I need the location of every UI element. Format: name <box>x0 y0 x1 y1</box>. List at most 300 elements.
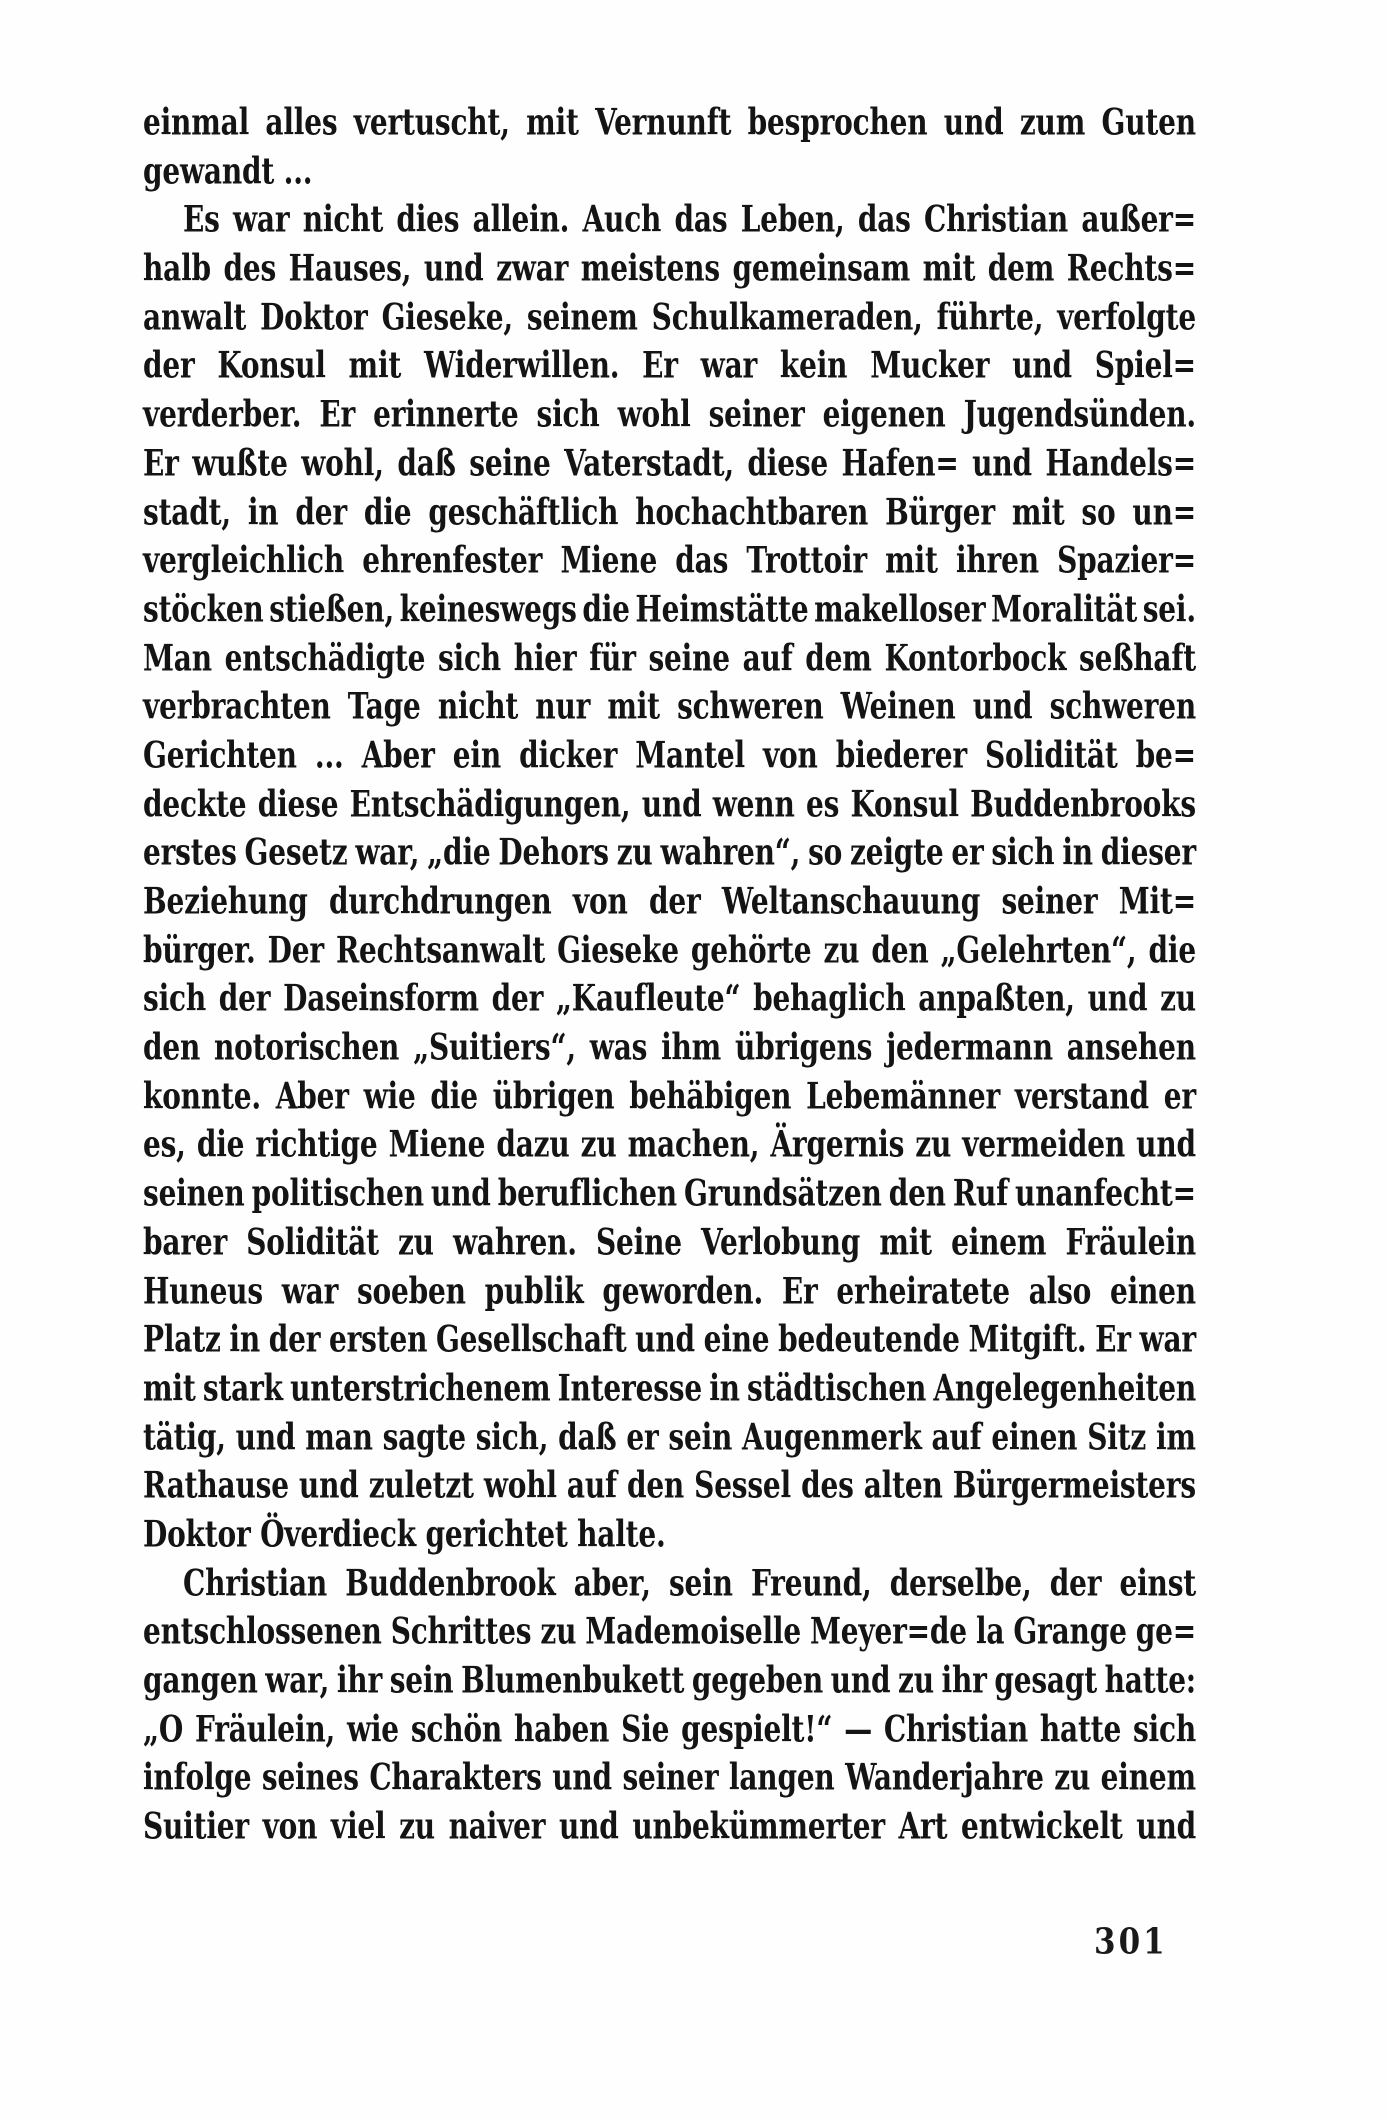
word: sich <box>143 977 207 1021</box>
word: verstand <box>1014 1074 1149 1118</box>
word: der <box>1049 1561 1102 1605</box>
word: ihren <box>955 538 1039 582</box>
word: Sessel <box>694 1464 791 1507</box>
word: sich <box>1132 1707 1196 1751</box>
word: wohl <box>617 392 691 436</box>
text-line <box>143 1796 1196 1859</box>
word: behäbigen <box>629 1074 792 1118</box>
word: den <box>143 1025 201 1069</box>
word: Dehors <box>498 831 609 875</box>
word: und <box>972 685 1033 728</box>
word: hochachtbaren <box>635 490 869 534</box>
word: Suitier <box>143 1804 249 1848</box>
word: wie <box>346 1707 399 1751</box>
word: er <box>951 831 984 875</box>
word: ihm <box>661 1025 722 1069</box>
word: Er <box>143 441 179 485</box>
word: nur <box>535 685 591 728</box>
word: bedeutende <box>778 1317 960 1361</box>
word: erstes <box>143 831 237 875</box>
word: barer <box>143 1220 228 1264</box>
word: meistens <box>580 246 720 290</box>
word: Beziehung <box>143 879 308 923</box>
word: die <box>1148 928 1196 972</box>
word: unbekümmerter <box>632 1804 885 1848</box>
word: Tage <box>347 685 421 728</box>
word: Hafen= <box>841 441 959 485</box>
word: war <box>281 1269 339 1313</box>
word: seines <box>261 1756 359 1800</box>
word: der <box>143 344 195 388</box>
word: die <box>363 490 412 534</box>
word: mit <box>348 344 402 388</box>
word: halb <box>143 246 211 290</box>
word: war <box>700 344 758 388</box>
word: keineswegs <box>399 587 577 631</box>
word: ihr <box>941 1658 987 1702</box>
word: einem <box>951 1220 1047 1264</box>
word: zu <box>1160 977 1196 1021</box>
word: in <box>229 1317 260 1361</box>
word: Er <box>319 392 356 436</box>
word: und <box>235 1415 296 1459</box>
word: Vernunft <box>595 100 732 144</box>
word: hatte: <box>1104 1658 1196 1702</box>
word: machen, <box>627 1123 760 1167</box>
word: Charakters <box>369 1756 542 1800</box>
word: wahren“, <box>660 831 801 875</box>
word: Freund, <box>750 1561 872 1605</box>
word: zu <box>397 1220 434 1264</box>
word: langen <box>728 1756 835 1800</box>
word: Leben, <box>740 198 845 242</box>
word: war, <box>265 1658 330 1702</box>
word: führte, <box>936 295 1044 339</box>
word: wohl <box>483 1464 557 1507</box>
word: Buddenbrook <box>345 1561 556 1605</box>
word: ersten <box>328 1317 428 1361</box>
word: zum <box>1019 100 1086 144</box>
word: erheiratete <box>836 1269 1010 1313</box>
word: Rathause <box>143 1464 289 1507</box>
word: für <box>589 636 636 680</box>
word: eine <box>703 1317 770 1361</box>
word: Angelegenheiten <box>933 1366 1196 1410</box>
word: hatte <box>1039 1707 1122 1751</box>
word: wie <box>363 1074 416 1118</box>
word: vergleichlich <box>143 538 344 582</box>
word: deckte <box>143 782 247 826</box>
word: naiver <box>448 1804 546 1848</box>
word: Fräulein, <box>195 1707 336 1751</box>
word: Handels= <box>1045 441 1196 485</box>
word: Verlobung <box>701 1220 861 1264</box>
word: gespielt!“ <box>681 1707 833 1751</box>
word: infolge <box>143 1756 252 1800</box>
word: Gieseke <box>557 928 679 972</box>
word: seine <box>469 441 551 485</box>
word: diese <box>747 441 829 485</box>
word: Schulkameraden, <box>651 295 923 339</box>
word: dem <box>805 636 872 680</box>
word: und <box>1012 344 1072 388</box>
word: im <box>1155 1415 1196 1459</box>
word: gemeinsam <box>732 246 911 290</box>
text-line: gewandt ... <box>143 149 313 193</box>
word: die <box>196 1123 245 1167</box>
word: Ruf <box>952 1171 1008 1215</box>
word: Meyer=de <box>810 1610 967 1654</box>
word: Hauses, <box>288 246 412 290</box>
word: ihr <box>336 1658 383 1702</box>
word: notorischen <box>214 1025 400 1069</box>
word: der <box>491 977 544 1021</box>
word: man <box>305 1415 373 1459</box>
word: Mademoiselle <box>585 1610 801 1654</box>
word: sein <box>389 1658 454 1702</box>
word: er <box>626 1415 659 1459</box>
word: viel <box>330 1804 386 1848</box>
word: außer= <box>1081 198 1196 242</box>
word: konnte. <box>143 1074 261 1118</box>
word: beruflichen <box>497 1171 677 1215</box>
word: auf <box>566 1464 617 1507</box>
word: erinnerte <box>373 392 519 436</box>
word: also <box>1028 1269 1092 1313</box>
word: ... <box>314 733 344 777</box>
word: Guten <box>1101 100 1196 144</box>
word: wenn <box>712 782 795 826</box>
word: Christian <box>183 1561 328 1605</box>
word: Konsul <box>850 782 959 826</box>
word: kein <box>779 344 848 388</box>
word: das <box>674 198 728 242</box>
word: daß <box>397 441 456 485</box>
word: Gesetz <box>244 831 348 875</box>
word: dies <box>396 198 460 242</box>
word: den <box>626 1464 685 1507</box>
word: entwickelt <box>960 1804 1123 1848</box>
word: Vaterstadt, <box>564 441 734 485</box>
word: eigenen <box>822 392 946 436</box>
word: vertuscht, <box>353 100 510 144</box>
word: Er <box>642 344 678 388</box>
word: zu <box>1054 1756 1091 1800</box>
word: den <box>871 928 929 972</box>
word: und <box>298 1464 359 1507</box>
word: publik <box>484 1269 584 1313</box>
word: war <box>233 198 290 242</box>
word: auf <box>742 636 793 680</box>
word: hier <box>513 636 577 680</box>
word: unanfecht= <box>1015 1171 1196 1215</box>
word: entschädigte <box>224 636 426 680</box>
word: zeigte <box>850 831 944 875</box>
word: verderber. <box>143 392 302 436</box>
word: das <box>857 198 911 242</box>
word: sein <box>668 1561 733 1605</box>
word: und <box>830 1658 891 1702</box>
word: Gesellschaft <box>435 1317 627 1361</box>
text-line: Doktor Överdieck gerichtet halte. <box>143 1512 666 1556</box>
word: zu <box>399 1804 435 1848</box>
word: alten <box>863 1464 943 1507</box>
word: in <box>1062 831 1093 875</box>
word: des <box>801 1464 854 1507</box>
word: be= <box>1135 733 1196 777</box>
word: gegeben <box>691 1658 823 1702</box>
word: vermeiden <box>962 1123 1126 1167</box>
word: geworden. <box>602 1269 763 1313</box>
word: aber, <box>573 1561 651 1605</box>
word: Huneus <box>143 1269 263 1313</box>
word: und <box>1087 977 1148 1021</box>
word: übrigens <box>734 1025 873 1069</box>
word: der <box>268 1317 321 1361</box>
word: wohl, <box>301 441 384 485</box>
word: Er <box>781 1269 818 1313</box>
word: derselbe, <box>889 1561 1032 1605</box>
word: und <box>972 441 1032 485</box>
word: städtischen <box>747 1366 927 1410</box>
word: Kontorbock <box>884 636 1067 680</box>
word: un= <box>1132 490 1196 534</box>
word: in <box>247 490 279 534</box>
word: Aber <box>275 1074 349 1118</box>
word: des <box>223 246 277 290</box>
word: der <box>295 490 347 534</box>
word: mit <box>885 538 938 582</box>
word: zu <box>540 1610 577 1654</box>
word: so <box>808 831 843 875</box>
word: dieser <box>1100 831 1196 875</box>
word: Heimstätte <box>635 587 809 631</box>
word: Bürgermeisters <box>952 1464 1196 1507</box>
text-block <box>143 99 1196 1852</box>
word: stöcken <box>143 587 264 631</box>
word: zu <box>823 928 860 972</box>
word: Konsul <box>217 344 326 388</box>
word: und <box>635 1317 695 1361</box>
word: behaglich <box>753 977 906 1021</box>
word: tätig, <box>143 1415 226 1459</box>
word: Sie <box>621 1707 670 1751</box>
word: Sitz <box>1087 1415 1147 1459</box>
word: haben <box>513 1707 610 1751</box>
word: durchdrungen <box>329 879 552 923</box>
word: Wanderjahre <box>845 1756 1044 1800</box>
page-number: 301 <box>1094 1921 1168 1963</box>
word: dicker <box>519 733 618 777</box>
word: soeben <box>356 1269 466 1313</box>
word: auf <box>931 1415 982 1459</box>
word: Rechtsanwalt <box>335 928 546 972</box>
word: einmal <box>143 100 250 144</box>
word: und <box>641 782 702 826</box>
word: was <box>589 1025 648 1069</box>
word: Christian <box>883 1707 1028 1751</box>
word: seiner <box>708 392 805 436</box>
word: alles <box>265 100 338 144</box>
word: war <box>1139 1317 1196 1361</box>
word: der <box>648 879 701 923</box>
word: mit <box>879 1220 932 1264</box>
word: „Gelehrten“, <box>940 928 1137 972</box>
word: Bürger <box>885 490 995 534</box>
word: mit <box>922 246 976 290</box>
word: diese <box>257 782 339 826</box>
word: stießen, <box>269 587 394 631</box>
word: der <box>218 977 271 1021</box>
word: stadt, <box>143 490 231 534</box>
word: Interesse <box>557 1366 702 1410</box>
word: jedermann <box>886 1025 1053 1069</box>
word: Trottoir <box>746 538 867 582</box>
word: „die <box>427 831 491 875</box>
word: die <box>582 587 630 631</box>
word: Spiel= <box>1094 344 1196 388</box>
word: Platz <box>143 1317 221 1361</box>
word: übrigen <box>492 1074 615 1118</box>
word: und <box>552 1756 612 1800</box>
word: Gerichten <box>143 733 297 777</box>
word: sich <box>437 636 501 680</box>
word: besprochen <box>747 100 928 144</box>
word: Doktor <box>260 295 368 339</box>
word: la <box>975 1610 1005 1654</box>
word: sei. <box>1142 587 1196 631</box>
word: nicht <box>302 198 384 242</box>
word: Seine <box>596 1220 682 1264</box>
word: richtige <box>255 1123 378 1167</box>
word: daß <box>558 1415 617 1459</box>
word: von <box>572 879 628 923</box>
word: makelloser <box>814 587 986 631</box>
word: einen <box>991 1415 1078 1459</box>
word: von <box>762 733 818 777</box>
word: seiner <box>1001 879 1098 923</box>
word: sein <box>668 1415 733 1459</box>
word: wußte <box>192 441 288 485</box>
word: Solidität <box>984 733 1118 777</box>
word: wahren. <box>452 1220 577 1264</box>
word: dem <box>987 246 1055 290</box>
word: zwar <box>496 246 569 290</box>
word: Christian <box>924 198 1069 242</box>
word: Weinen <box>840 685 956 728</box>
word: einem <box>1100 1756 1196 1800</box>
word: sich, <box>475 1415 549 1459</box>
word: stark <box>202 1366 283 1410</box>
word: in <box>709 1366 740 1410</box>
word: Art <box>898 1804 948 1848</box>
word: seine <box>648 636 730 680</box>
word: so <box>1081 490 1116 534</box>
word: Fräulein <box>1065 1220 1196 1264</box>
word: war, <box>355 831 420 875</box>
word: Mitgift. <box>968 1317 1087 1361</box>
word: Mantel <box>635 733 745 777</box>
word: Es <box>183 198 220 242</box>
word: das <box>675 538 729 582</box>
word: und <box>1136 1123 1196 1167</box>
word: „O <box>143 1707 184 1751</box>
word: Grundsätzen <box>683 1171 882 1215</box>
word: Jugendsünden. <box>963 392 1196 436</box>
word: und <box>430 1171 491 1215</box>
word: Ärgernis <box>770 1123 905 1167</box>
word: seiner <box>622 1756 719 1800</box>
word: schön <box>410 1707 503 1751</box>
word: Solidität <box>246 1220 379 1264</box>
word: er <box>1163 1074 1196 1118</box>
word: Grange <box>1013 1610 1127 1654</box>
word: entschlossenen <box>143 1610 382 1654</box>
word: ansehen <box>1066 1025 1196 1069</box>
word: unterstrichenem <box>290 1366 551 1410</box>
word: und <box>943 100 1004 144</box>
word: anwalt <box>143 295 247 339</box>
word: biederer <box>835 733 967 777</box>
word: Miene <box>388 1123 486 1167</box>
word: zuletzt <box>368 1464 474 1507</box>
word: — <box>844 1707 872 1751</box>
word: ge= <box>1135 1610 1196 1654</box>
word: allein. <box>472 198 570 242</box>
word: verbrachten <box>143 685 331 728</box>
word: zu <box>898 1658 934 1702</box>
word: Auch <box>582 198 662 242</box>
word: mit <box>143 1366 196 1410</box>
word: „Kaufleute“ <box>555 977 741 1021</box>
word: Der <box>267 928 324 972</box>
word: zu <box>580 1123 617 1167</box>
word: gehörte <box>690 928 812 972</box>
word: Augenmerk <box>742 1415 922 1459</box>
word: Aber <box>361 733 435 777</box>
word: es <box>805 782 840 826</box>
word: gesagt <box>994 1658 1097 1702</box>
word: einst <box>1119 1561 1196 1605</box>
word: Man <box>143 636 212 680</box>
word: schweren <box>1049 685 1196 728</box>
word: ehrenfester <box>362 538 543 582</box>
word: Rechts= <box>1066 246 1196 290</box>
word: von <box>262 1804 318 1848</box>
word: Mucker <box>870 344 990 388</box>
word: dazu <box>496 1123 570 1167</box>
word: Daseinsform <box>283 977 479 1021</box>
word: die <box>430 1074 478 1118</box>
word: mit <box>1011 490 1065 534</box>
word: seinem <box>526 295 638 339</box>
word: den <box>888 1171 946 1215</box>
word: sagte <box>382 1415 466 1459</box>
word: geschäftlich <box>428 490 619 534</box>
word: nicht <box>437 685 519 728</box>
word: einen <box>1109 1269 1196 1313</box>
word: und <box>423 246 484 290</box>
word: Moralität <box>991 587 1138 631</box>
word: Widerwillen. <box>424 344 620 388</box>
word: Lebemänner <box>806 1074 1001 1118</box>
word: Buddenbrooks <box>970 782 1196 826</box>
word: sich <box>991 831 1055 875</box>
word: Blumenbukett <box>461 1658 685 1702</box>
word: Gieseke, <box>381 295 513 339</box>
word: Entschädigungen, <box>349 782 631 826</box>
word: mit <box>607 685 660 728</box>
